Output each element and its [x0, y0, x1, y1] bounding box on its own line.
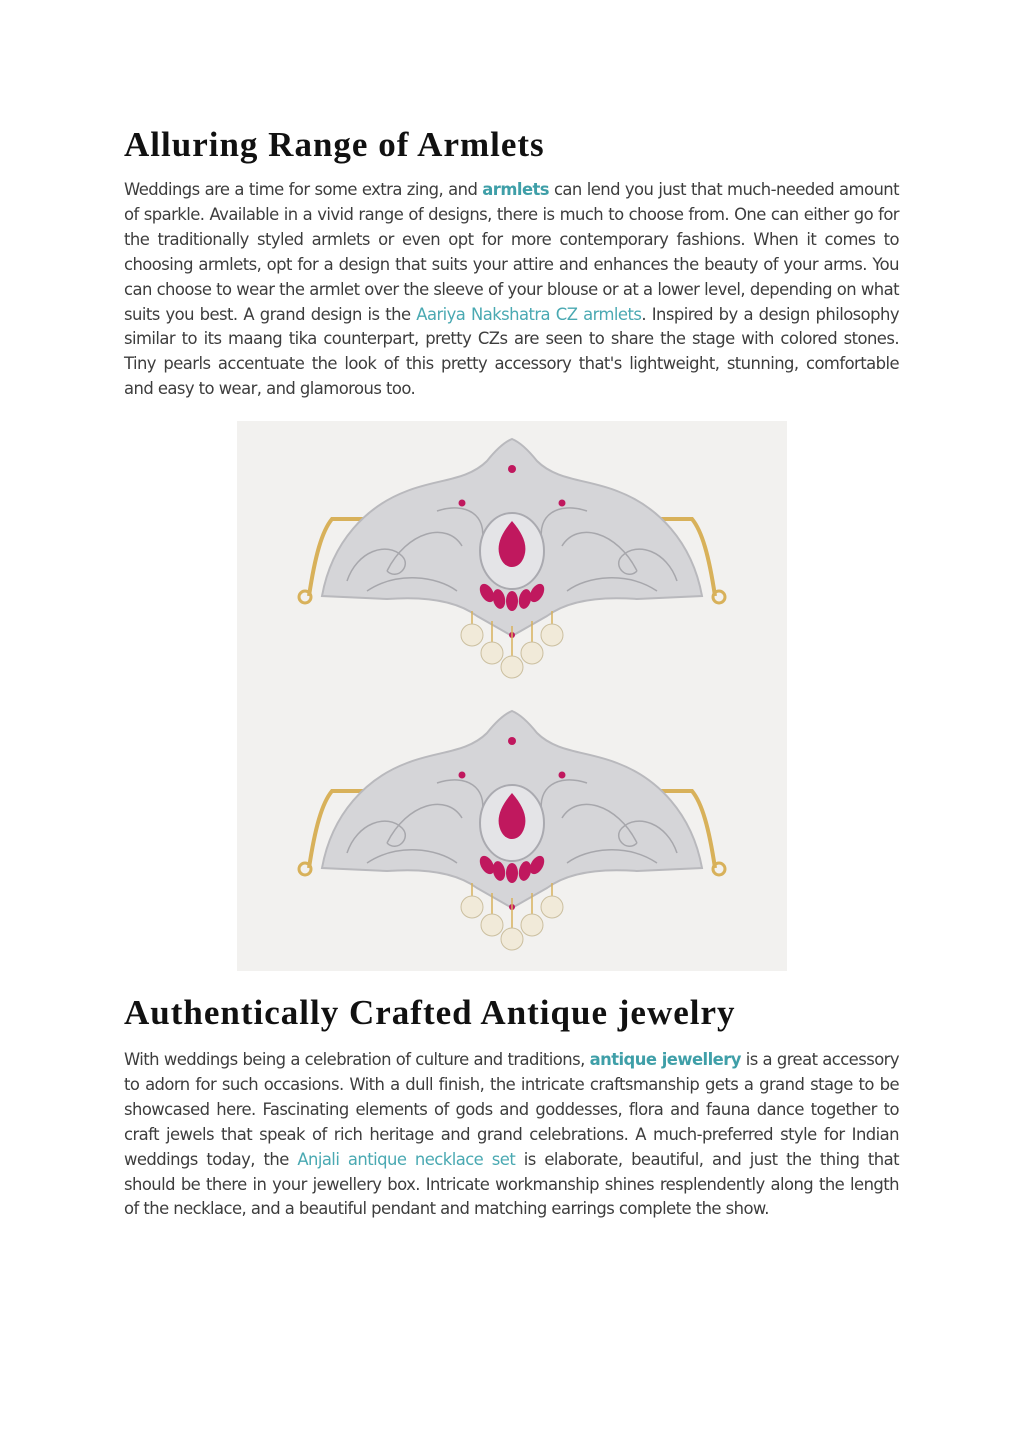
section-heading-armlets: Alluring Range of Armlets [124, 125, 545, 164]
paragraph-text: is elaborate, beautiful, and just the thing that should be there in your jewellery box. Intricate workmanship shines resplendently along the length of the necklace, and a beautiful pendant and matching earrings complete the show. [124, 1149, 899, 1219]
armlets-link[interactable]: armlets [482, 180, 549, 199]
paragraph-text: With weddings being a celebration of culture and traditions, [124, 1050, 590, 1069]
paragraph-text: can lend you just that much-needed amount of sparkle. Available in a vivid range of designs, there is much to choose from. One can either go for the traditionally styled armlets or even opt for more contemporary fashions. When it comes to choosing armlets, opt for a design that suits your attire and enhances the beauty of your arms. You can choose to wear the armlet over the sleeve of your blouse or at a lower level, depending on what suits you best. A grand design is the [124, 180, 899, 324]
paragraph-text: Weddings are a time for some extra zing, and [124, 180, 483, 199]
paragraph-text: . Inspired by a design philosophy similar to its maang tika counterpart, pretty CZs are seen to share the stage with colored stones. Tiny pearls accentuate the look of this pretty accessory that's lightweight, stunning, comfortable and easy to wear, and glamorous too. [124, 304, 899, 399]
paragraph-text: is a great accessory to adorn for such occasions. With a dull finish, the intricate craftsmanship gets a grand stage to be showcased here. Fascinating elements of gods and goddesses, flora and fauna dance together to craft jewels that speak of rich heritage and grand celebrations. A much-preferred style for Indian weddings today, the [124, 1050, 900, 1169]
antique-jewellery-link[interactable]: antique jewellery [589, 1050, 741, 1069]
armlet-product-photo [237, 421, 787, 971]
armlets-paragraph [124, 178, 899, 402]
anjali-necklace-link[interactable]: Anjali antique necklace set [297, 1149, 516, 1169]
aariya-nakshatra-link[interactable]: Aariya Nakshatra CZ armlets [416, 304, 642, 324]
section-heading-antique: Authentically Crafted Antique jewelry [124, 993, 736, 1032]
antique-paragraph [124, 1048, 899, 1222]
